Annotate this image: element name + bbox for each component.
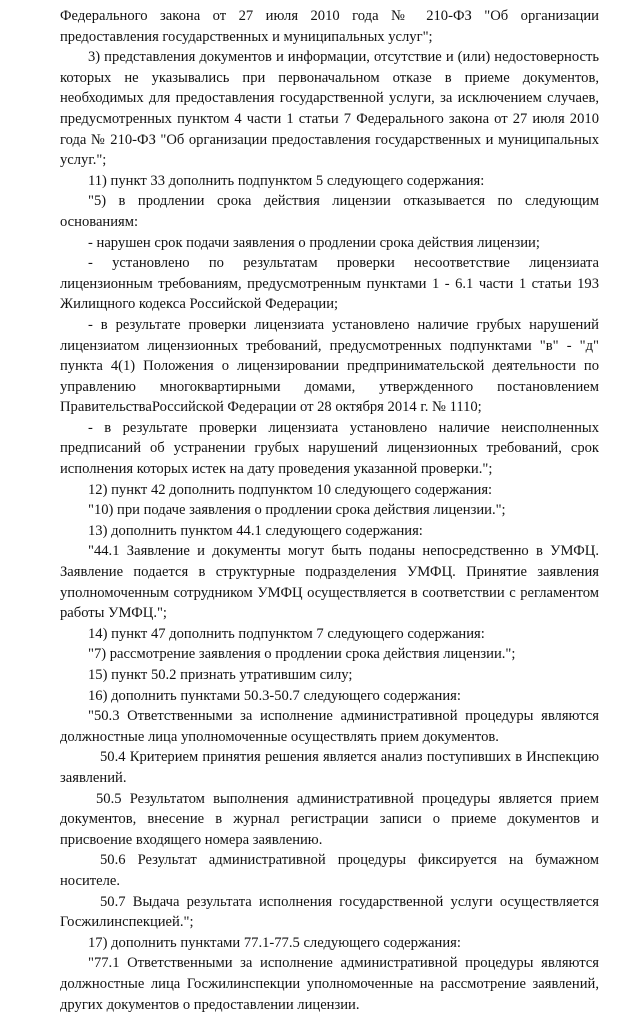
paragraph-ground-gross-violations: - в результате проверки лицензиата установлено наличие грубых нарушений лицензиатом лицензионных требований, предусмотренных подпунктами "в" - "д" пункта 4(1) Положения о лицензировании предпринимательской деятельности по управлению многоквартирными домами, утвержденного постановлением ПравительстваРоссийской Федерации от 28 октября 2014 г. № 1110;: [60, 316, 599, 416]
paragraph-ground-unfulfilled-orders: - в результате проверки лицензиата установлено наличие неисполненных предписаний об устранении грубых нарушений лицензионных требований, срок исполнения которых истек на дату проведения указанной проверки.";: [60, 419, 599, 478]
paragraph-50-7: 50.7 Выдача результата исполнения государственной услуги осуществляется Госжилинспекцией.";: [60, 893, 599, 931]
paragraph-50-5: 50.5 Результатом выполнения административной процедуры является прием документов, внесение в журнал регистрации записи о приеме документов и присвоение входящего номера заявлению.: [60, 790, 599, 848]
paragraph-item-11: 11) пункт 33 дополнить подпунктом 5 следующего содержания:: [88, 172, 485, 189]
paragraph-quote-44-1: "44.1 Заявление и документы могут быть поданы непосредственно в УМФЦ. Заявление подается в структурные подразделения УМФЦ. Принятие заявления уполномоченным сотрудником УМФЦ осуществляется в соответствии с регламентом работы УМФЦ.";: [60, 543, 599, 622]
paragraph-ground-noncompliance: - установлено по результатам проверки несоответствие лицензиата лицензионным требованиям, предусмотренным пунктами 1 - 6.1 части 1 статьи 193 Жилищного кодекса Российской Федерации;: [60, 255, 599, 313]
paragraph-50-6: 50.6 Результат административной процедуры фиксируется на бумажном носителе.: [60, 852, 599, 889]
paragraph-ground-deadline: - нарушен срок подачи заявления о продлении срока действия лицензии;: [88, 234, 540, 251]
paragraph-quote-77-1: "77.1 Ответственными за исполнение административной процедуры являются должностные лица Госжилинспекции уполномоченные на рассмотрение заявлений, других документов о предоставлении лицензии.: [60, 955, 599, 1013]
paragraph-quote-50-3: "50.3 Ответственными за исполнение административной процедуры являются должностные лица уполномоченные осуществлять прием документов.: [60, 708, 599, 745]
paragraph-item-17: 17) дополнить пунктами 77.1-77.5 следующего содержания:: [88, 934, 461, 951]
paragraph-item-3: 3) представления документов и информации, отсутствие и (или) недостоверность которых не указывались при первоначальном отказе в приеме документов, необходимых для предоставления государственной услуги, за исключением случаев, предусмотренных пунктом 4 части 1 статьи 7 Федерального закона от 27 июля 2010 года № 210-ФЗ "Об организации предоставления государственных и муниципальных услуг.";: [60, 49, 599, 169]
paragraph-quote-5: "5) в продлении срока действия лицензии отказывается по следующим основаниям:: [60, 193, 599, 230]
paragraph-quote-10: "10) при подаче заявления о продлении срока действия лицензии.";: [88, 502, 506, 519]
paragraph-50-4: 50.4 Критерием принятия решения является анализ поступивших в Инспекцию заявлений.: [60, 749, 599, 786]
paragraph-item-15: 15) пункт 50.2 признать утратившим силу;: [88, 667, 353, 683]
paragraph-item-16: 16) дополнить пунктами 50.3-50.7 следующего содержания:: [88, 687, 461, 704]
paragraph-fz-210-continuation: Федерального закона от 27 июля 2010 года № 210-ФЗ "Об организации предоставления государственных и муниципальных услуг";: [60, 8, 599, 45]
paragraph-item-14: 14) пункт 47 дополнить подпунктом 7 следующего содержания:: [88, 625, 485, 642]
paragraph-item-12: 12) пункт 42 дополнить подпунктом 10 следующего содержания:: [88, 481, 493, 498]
paragraph-item-13: 13) дополнить пунктом 44.1 следующего содержания:: [88, 522, 423, 539]
paragraph-quote-7: "7) рассмотрение заявления о продлении срока действия лицензии.";: [88, 646, 516, 663]
